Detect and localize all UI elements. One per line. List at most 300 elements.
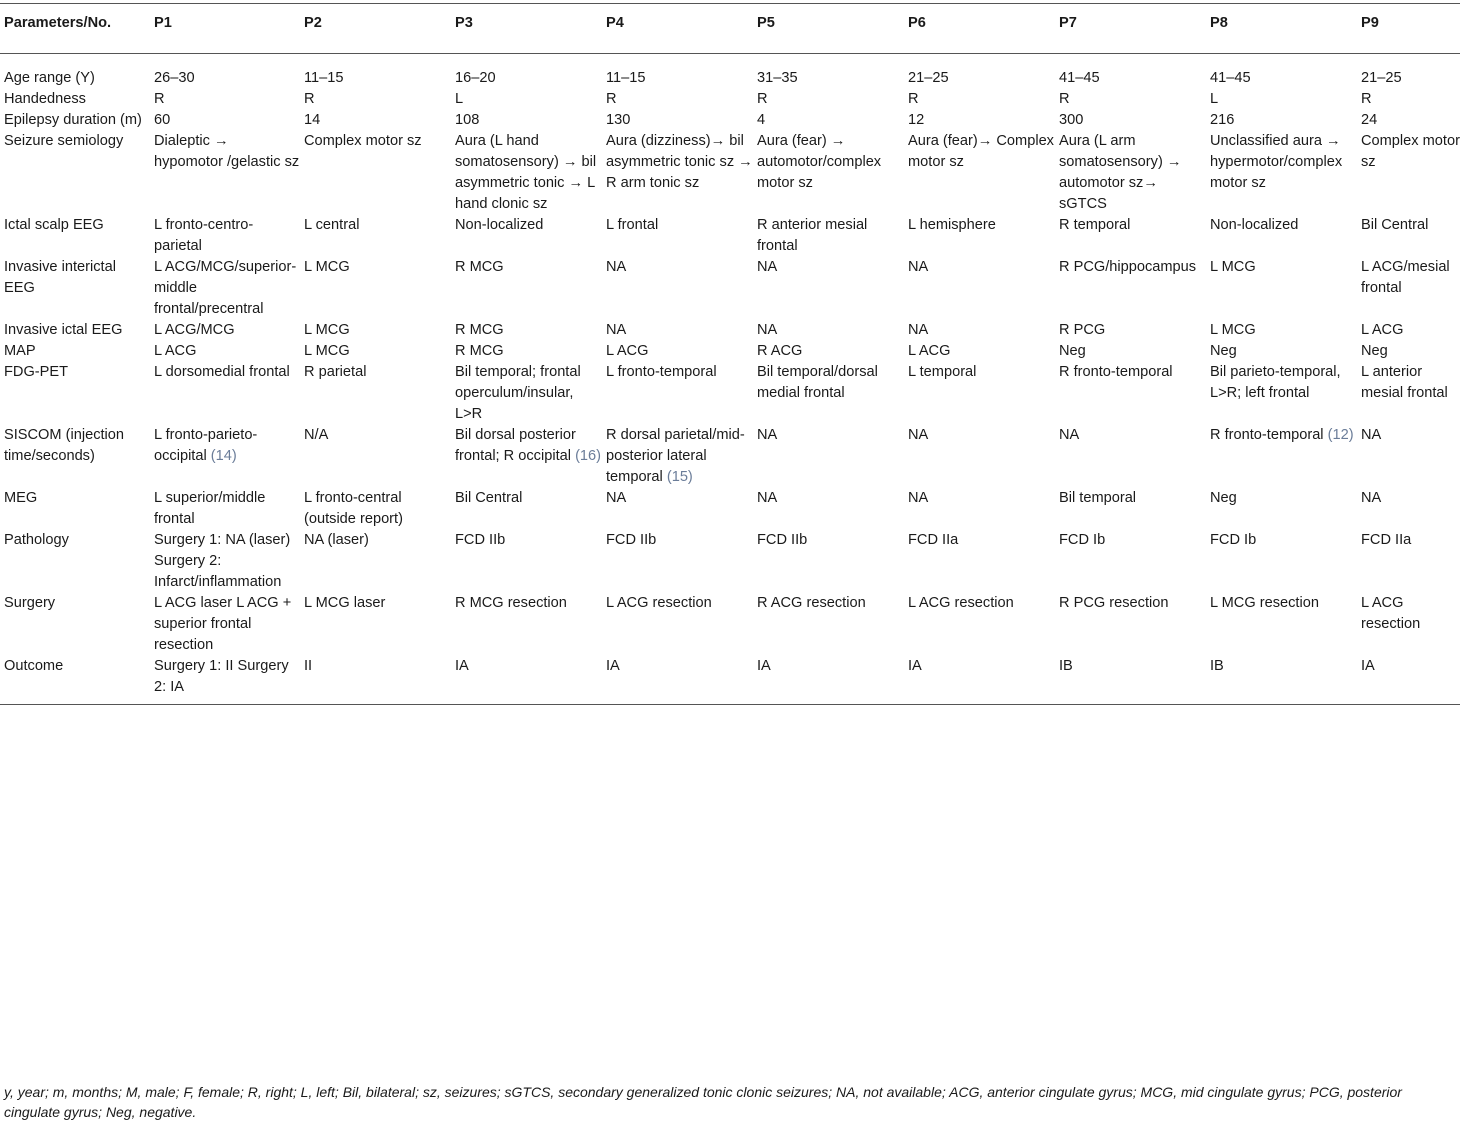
cell-text: Bil temporal/dorsal medial frontal bbox=[757, 364, 878, 401]
cell-text: L ACG resection bbox=[908, 595, 1014, 611]
reference-link[interactable]: (15) bbox=[666, 469, 693, 485]
table-cell bbox=[753, 656, 904, 705]
table-cell bbox=[451, 593, 602, 656]
row-label: Surgery bbox=[4, 595, 56, 611]
table-row bbox=[0, 110, 1460, 131]
table-cell bbox=[451, 488, 602, 530]
row-label: Pathology bbox=[4, 532, 69, 548]
table-cell bbox=[1055, 131, 1206, 215]
table-row bbox=[0, 341, 1460, 362]
cell-text: R MCG bbox=[455, 343, 504, 359]
cell-text: L anterior mesial frontal bbox=[1361, 364, 1448, 401]
table-cell bbox=[1357, 530, 1460, 593]
table-cell bbox=[150, 257, 300, 320]
cell-text: L bbox=[455, 91, 464, 107]
table-cell bbox=[602, 215, 753, 257]
table-cell bbox=[1206, 341, 1357, 362]
table-cell bbox=[451, 320, 602, 341]
cell-text: Bil temporal; frontal operculum/insular, L>R bbox=[455, 364, 581, 422]
cell-text: 130 bbox=[606, 112, 631, 128]
table-cell bbox=[904, 54, 1055, 90]
cell-text: NA bbox=[908, 427, 929, 443]
cell-text: NA bbox=[1059, 427, 1080, 443]
table-header bbox=[0, 4, 1460, 54]
cell-text: NA bbox=[908, 259, 929, 275]
cell-text: 41–45 bbox=[1059, 70, 1100, 86]
patient-table-container bbox=[0, 3, 1460, 705]
cell-text: 16–20 bbox=[455, 70, 496, 86]
table-cell bbox=[1357, 89, 1460, 110]
table-cell bbox=[1055, 593, 1206, 656]
cell-text: Complex motor sz bbox=[304, 133, 422, 149]
table-cell bbox=[150, 215, 300, 257]
table-cell bbox=[1357, 425, 1460, 488]
table-cell bbox=[451, 131, 602, 215]
cell-text: N/A bbox=[304, 427, 329, 443]
cell-text: R bbox=[1361, 91, 1372, 107]
table-row bbox=[0, 215, 1460, 257]
cell-text: L fronto-parieto-occipital bbox=[154, 427, 258, 464]
table-cell bbox=[1357, 593, 1460, 656]
table-cell bbox=[451, 341, 602, 362]
cell-text: L central bbox=[304, 217, 360, 233]
cell-text: Neg bbox=[1210, 490, 1237, 506]
cell-text: L MCG bbox=[1210, 322, 1256, 338]
reference-link[interactable]: (14) bbox=[210, 448, 237, 464]
table-cell bbox=[602, 54, 753, 90]
cell-text: 11–15 bbox=[304, 70, 344, 86]
cell-text: NA bbox=[908, 490, 929, 506]
cell-text: Surgery 1: II Surgery 2: IA bbox=[154, 658, 289, 695]
table-cell bbox=[753, 110, 904, 131]
table-cell bbox=[300, 362, 451, 425]
table-row bbox=[0, 656, 1460, 705]
header-patient: P5 bbox=[757, 15, 775, 31]
table-cell bbox=[753, 362, 904, 425]
cell-text: R bbox=[606, 91, 617, 107]
table-cell bbox=[1206, 425, 1357, 488]
cell-text: R fronto-temporal bbox=[1059, 364, 1173, 380]
table-cell bbox=[904, 488, 1055, 530]
cell-text: R ACG bbox=[757, 343, 803, 359]
header-patient: P4 bbox=[606, 15, 624, 31]
cell-text: L hemisphere bbox=[908, 217, 996, 233]
table-cell bbox=[602, 341, 753, 362]
table-cell bbox=[1206, 89, 1357, 110]
table-cell bbox=[1206, 257, 1357, 320]
table-cell bbox=[904, 215, 1055, 257]
table-cell bbox=[1357, 362, 1460, 425]
cell-text: 60 bbox=[154, 112, 171, 128]
table-cell bbox=[300, 656, 451, 705]
table-cell bbox=[753, 530, 904, 593]
cell-text: R bbox=[908, 91, 919, 107]
table-cell bbox=[1206, 54, 1357, 90]
table-cell bbox=[1055, 341, 1206, 362]
cell-text: 108 bbox=[455, 112, 480, 128]
cell-text: R fronto-temporal bbox=[1210, 427, 1324, 443]
cell-text: L ACG/mesial frontal bbox=[1361, 259, 1450, 296]
table-cell bbox=[753, 488, 904, 530]
cell-text: NA bbox=[1361, 427, 1382, 443]
table-cell bbox=[150, 131, 300, 215]
table-cell bbox=[451, 110, 602, 131]
table-cell bbox=[1055, 425, 1206, 488]
cell-text: L ACG/MCG bbox=[154, 322, 235, 338]
table-cell bbox=[1206, 656, 1357, 705]
cell-text: IA bbox=[1361, 658, 1375, 674]
cell-text: FCD IIb bbox=[455, 532, 506, 548]
table-cell bbox=[150, 362, 300, 425]
table-row bbox=[0, 257, 1460, 320]
table-cell bbox=[602, 257, 753, 320]
cell-text: L ACG bbox=[1361, 322, 1404, 338]
cell-text: Bil dorsal posterior frontal; R occipital bbox=[455, 427, 576, 464]
cell-text: 14 bbox=[304, 112, 321, 128]
table-cell bbox=[753, 425, 904, 488]
row-label: SISCOM (injection time/seconds) bbox=[4, 427, 125, 464]
cell-text: R MCG resection bbox=[455, 595, 567, 611]
row-label: Invasive interictal EEG bbox=[4, 259, 116, 296]
table-cell bbox=[300, 215, 451, 257]
cell-text: IA bbox=[757, 658, 771, 674]
table-cell bbox=[753, 341, 904, 362]
table-cell bbox=[1357, 54, 1460, 90]
table-cell bbox=[150, 89, 300, 110]
table-cell bbox=[150, 530, 300, 593]
cell-text: L dorsomedial frontal bbox=[154, 364, 290, 380]
table-cell bbox=[904, 89, 1055, 110]
table-cell bbox=[1357, 257, 1460, 320]
cell-text: NA bbox=[757, 322, 778, 338]
table-cell bbox=[753, 593, 904, 656]
cell-text: Aura (dizziness)→ bil asymmetric tonic sz → R arm tonic sz bbox=[606, 133, 753, 191]
row-label: Age range (Y) bbox=[4, 70, 95, 86]
cell-text: R MCG bbox=[455, 322, 504, 338]
table-cell bbox=[904, 362, 1055, 425]
table-row bbox=[0, 320, 1460, 341]
table-cell bbox=[451, 257, 602, 320]
cell-text: NA bbox=[757, 490, 778, 506]
header-patient: P7 bbox=[1059, 15, 1077, 31]
table-cell bbox=[904, 530, 1055, 593]
cell-text: FCD IIa bbox=[908, 532, 959, 548]
cell-text: L temporal bbox=[908, 364, 977, 380]
table-cell bbox=[300, 110, 451, 131]
table-cell bbox=[300, 488, 451, 530]
header-patient: P2 bbox=[304, 15, 322, 31]
cell-text: Bil parieto-temporal, L>R; left frontal bbox=[1210, 364, 1341, 401]
cell-text: FCD Ib bbox=[1210, 532, 1257, 548]
table-cell bbox=[1206, 215, 1357, 257]
table-row bbox=[0, 530, 1460, 593]
table-cell bbox=[300, 257, 451, 320]
table-cell bbox=[1206, 530, 1357, 593]
cell-text: NA bbox=[908, 322, 929, 338]
cell-text: Surgery 1: NA (laser) Surgery 2: Infarct/inflammation bbox=[154, 532, 291, 590]
row-label: MAP bbox=[4, 343, 36, 359]
table-cell bbox=[150, 54, 300, 90]
table-cell bbox=[1206, 593, 1357, 656]
cell-text: L superior/middle frontal bbox=[154, 490, 266, 527]
cell-text: Complex motor sz bbox=[1361, 133, 1460, 170]
table-cell bbox=[451, 530, 602, 593]
cell-text: L fronto-centro-parietal bbox=[154, 217, 254, 254]
table-row bbox=[0, 362, 1460, 425]
cell-text: Neg bbox=[1210, 343, 1237, 359]
table-cell bbox=[1206, 488, 1357, 530]
row-label: Outcome bbox=[4, 658, 64, 674]
table-cell bbox=[1206, 362, 1357, 425]
table-cell bbox=[1055, 89, 1206, 110]
cell-text: R ACG resection bbox=[757, 595, 866, 611]
cell-text: R PCG/hippocampus bbox=[1059, 259, 1197, 275]
cell-text: Aura (L hand somatosensory) → bil asymmetric tonic → L hand clonic sz bbox=[455, 133, 597, 212]
table-cell bbox=[300, 425, 451, 488]
table-cell bbox=[451, 362, 602, 425]
reference-link[interactable]: (12) bbox=[1327, 427, 1354, 443]
cell-text: R temporal bbox=[1059, 217, 1131, 233]
table-cell bbox=[300, 593, 451, 656]
table-cell bbox=[1357, 131, 1460, 215]
cell-text: Non-localized bbox=[1210, 217, 1299, 233]
table-cell bbox=[602, 593, 753, 656]
table-cell bbox=[1357, 341, 1460, 362]
cell-text: NA bbox=[606, 259, 627, 275]
table-footnote: y, year; m, months; M, male; F, female; R, right; L, left; Bil, bilateral; sz, seizures; sGTCS, secondary generalized tonic clonic seizures; NA, not available; ACG, anterior cingulate gyrus; MCG, mid cingulate gyrus; PCG, posterior cingulate gyrus; Neg, negative. bbox=[4, 1084, 1402, 1120]
cell-text: Non-localized bbox=[455, 217, 544, 233]
table-row bbox=[0, 425, 1460, 488]
cell-text: L fronto-central (outside report) bbox=[304, 490, 403, 527]
cell-text: L MCG bbox=[304, 322, 350, 338]
table-cell bbox=[1055, 530, 1206, 593]
header-row bbox=[0, 4, 1460, 54]
cell-text: 26–30 bbox=[154, 70, 195, 86]
cell-text: R PCG resection bbox=[1059, 595, 1169, 611]
table-cell bbox=[1357, 215, 1460, 257]
table-cell bbox=[1357, 656, 1460, 705]
table-cell bbox=[150, 320, 300, 341]
cell-text: Neg bbox=[1361, 343, 1388, 359]
table-cell bbox=[451, 54, 602, 90]
table-row bbox=[0, 488, 1460, 530]
table-cell bbox=[904, 110, 1055, 131]
table-row bbox=[0, 54, 1460, 90]
table-cell bbox=[1055, 362, 1206, 425]
header-patient: P6 bbox=[908, 15, 926, 31]
cell-text: Dialeptic → hypomotor /gelastic sz bbox=[154, 133, 300, 170]
cell-text: IA bbox=[606, 658, 620, 674]
cell-text: NA (laser) bbox=[304, 532, 369, 548]
row-label: FDG-PET bbox=[4, 364, 69, 380]
table-cell bbox=[602, 656, 753, 705]
cell-text: R bbox=[154, 91, 165, 107]
cell-text: L MCG bbox=[304, 343, 350, 359]
table-cell bbox=[904, 257, 1055, 320]
table-cell bbox=[1055, 320, 1206, 341]
cell-text: R MCG bbox=[455, 259, 504, 275]
row-label: Invasive ictal EEG bbox=[4, 322, 123, 338]
cell-text: NA bbox=[1361, 490, 1382, 506]
table-cell bbox=[451, 425, 602, 488]
header-patient: P9 bbox=[1361, 15, 1379, 31]
table-cell bbox=[904, 425, 1055, 488]
table-cell bbox=[753, 131, 904, 215]
cell-text: FCD IIa bbox=[1361, 532, 1412, 548]
cell-text: IA bbox=[908, 658, 922, 674]
row-label: Seizure semiology bbox=[4, 133, 124, 149]
header-patient: P1 bbox=[154, 15, 172, 31]
cell-text: Aura (fear) → automotor/complex motor sz bbox=[757, 133, 882, 191]
cell-text: R anterior mesial frontal bbox=[757, 217, 868, 254]
table-cell bbox=[150, 110, 300, 131]
cell-text: 21–25 bbox=[908, 70, 949, 86]
cell-text: 216 bbox=[1210, 112, 1235, 128]
table-cell bbox=[602, 320, 753, 341]
table-cell bbox=[904, 341, 1055, 362]
cell-text: L fronto-temporal bbox=[606, 364, 717, 380]
table-cell bbox=[904, 131, 1055, 215]
table-cell bbox=[1055, 257, 1206, 320]
table-cell bbox=[753, 89, 904, 110]
table-body bbox=[0, 54, 1460, 705]
cell-text: FCD IIb bbox=[757, 532, 808, 548]
cell-text: Bil temporal bbox=[1059, 490, 1137, 506]
table-cell bbox=[1055, 488, 1206, 530]
table-cell bbox=[1206, 320, 1357, 341]
table-cell bbox=[1206, 131, 1357, 215]
cell-text: NA bbox=[757, 259, 778, 275]
table-cell bbox=[1055, 215, 1206, 257]
table-cell bbox=[150, 425, 300, 488]
cell-text: L ACG bbox=[154, 343, 197, 359]
table-cell bbox=[1206, 110, 1357, 131]
cell-text: 11–15 bbox=[606, 70, 646, 86]
row-label: Handedness bbox=[4, 91, 86, 107]
table-cell bbox=[602, 425, 753, 488]
table-row bbox=[0, 131, 1460, 215]
cell-text: L MCG bbox=[1210, 259, 1256, 275]
cell-text: R PCG bbox=[1059, 322, 1106, 338]
cell-text: II bbox=[304, 658, 313, 674]
cell-text: L frontal bbox=[606, 217, 659, 233]
table-cell bbox=[1357, 320, 1460, 341]
table-cell bbox=[150, 656, 300, 705]
cell-text: Neg bbox=[1059, 343, 1086, 359]
cell-text: R parietal bbox=[304, 364, 367, 380]
table-cell bbox=[1357, 488, 1460, 530]
table-cell bbox=[1357, 110, 1460, 131]
cell-text: L ACG bbox=[606, 343, 649, 359]
cell-text: 24 bbox=[1361, 112, 1378, 128]
table-cell bbox=[1055, 656, 1206, 705]
cell-text: R bbox=[1059, 91, 1070, 107]
cell-text: R bbox=[304, 91, 315, 107]
cell-text: Unclassified aura → hypermotor/complex motor sz bbox=[1210, 133, 1343, 191]
cell-text: L bbox=[1210, 91, 1219, 107]
header-parameters: Parameters/No. bbox=[4, 15, 112, 31]
table-cell bbox=[602, 110, 753, 131]
cell-text: L MCG laser bbox=[304, 595, 386, 611]
table-cell bbox=[904, 320, 1055, 341]
cell-text: IB bbox=[1059, 658, 1073, 674]
table-cell bbox=[300, 54, 451, 90]
table-cell bbox=[150, 488, 300, 530]
table-cell bbox=[300, 131, 451, 215]
table-cell bbox=[602, 362, 753, 425]
table-cell bbox=[300, 530, 451, 593]
cell-text: 12 bbox=[908, 112, 925, 128]
cell-text: L MCG resection bbox=[1210, 595, 1319, 611]
table-cell bbox=[451, 89, 602, 110]
table-cell bbox=[300, 89, 451, 110]
cell-text: L ACG resection bbox=[1361, 595, 1421, 632]
cell-text: FCD Ib bbox=[1059, 532, 1106, 548]
table-cell bbox=[451, 215, 602, 257]
table-cell bbox=[904, 656, 1055, 705]
header-patient: P8 bbox=[1210, 15, 1228, 31]
cell-text: L MCG bbox=[304, 259, 350, 275]
cell-text: FCD IIb bbox=[606, 532, 657, 548]
cell-text: Bil Central bbox=[455, 490, 523, 506]
header-patient: P3 bbox=[455, 15, 473, 31]
table-cell bbox=[300, 320, 451, 341]
cell-text: IB bbox=[1210, 658, 1224, 674]
table-cell bbox=[1055, 110, 1206, 131]
table-cell bbox=[602, 488, 753, 530]
table-cell bbox=[753, 54, 904, 90]
cell-text: 31–35 bbox=[757, 70, 798, 86]
table-cell bbox=[602, 89, 753, 110]
cell-text: R bbox=[757, 91, 768, 107]
table-cell bbox=[753, 215, 904, 257]
cell-text: Aura (L arm somatosensory) → automotor sz→ sGTCS bbox=[1059, 133, 1182, 212]
cell-text: Aura (fear)→ Complex motor sz bbox=[908, 133, 1054, 170]
row-label: Epilepsy duration (m) bbox=[4, 112, 142, 128]
table-cell bbox=[602, 131, 753, 215]
cell-text: 4 bbox=[757, 112, 766, 128]
table-cell bbox=[602, 530, 753, 593]
row-label: MEG bbox=[4, 490, 38, 506]
cell-text: L ACG laser L ACG + superior frontal resection bbox=[154, 595, 292, 653]
cell-text: NA bbox=[757, 427, 778, 443]
cell-text: L ACG bbox=[908, 343, 951, 359]
cell-text: R dorsal parietal/mid-posterior lateral temporal bbox=[606, 427, 745, 485]
table-cell bbox=[904, 593, 1055, 656]
table-cell bbox=[753, 320, 904, 341]
table-row bbox=[0, 89, 1460, 110]
table-cell bbox=[451, 656, 602, 705]
cell-text: L ACG/MCG/superior-middle frontal/precentral bbox=[154, 259, 297, 317]
table-cell bbox=[300, 341, 451, 362]
table-cell bbox=[150, 593, 300, 656]
table-cell bbox=[1055, 54, 1206, 90]
row-label: Ictal scalp EEG bbox=[4, 217, 104, 233]
cell-text: 21–25 bbox=[1361, 70, 1402, 86]
reference-link[interactable]: (16) bbox=[575, 448, 602, 464]
cell-text: L ACG resection bbox=[606, 595, 712, 611]
cell-text: NA bbox=[606, 322, 627, 338]
patient-parameters-table bbox=[0, 3, 1460, 705]
cell-text: 300 bbox=[1059, 112, 1084, 128]
cell-text: IA bbox=[455, 658, 469, 674]
table-cell bbox=[753, 257, 904, 320]
cell-text: Bil Central bbox=[1361, 217, 1429, 233]
cell-text: 41–45 bbox=[1210, 70, 1251, 86]
table-cell bbox=[150, 341, 300, 362]
cell-text: NA bbox=[606, 490, 627, 506]
table-row bbox=[0, 593, 1460, 656]
